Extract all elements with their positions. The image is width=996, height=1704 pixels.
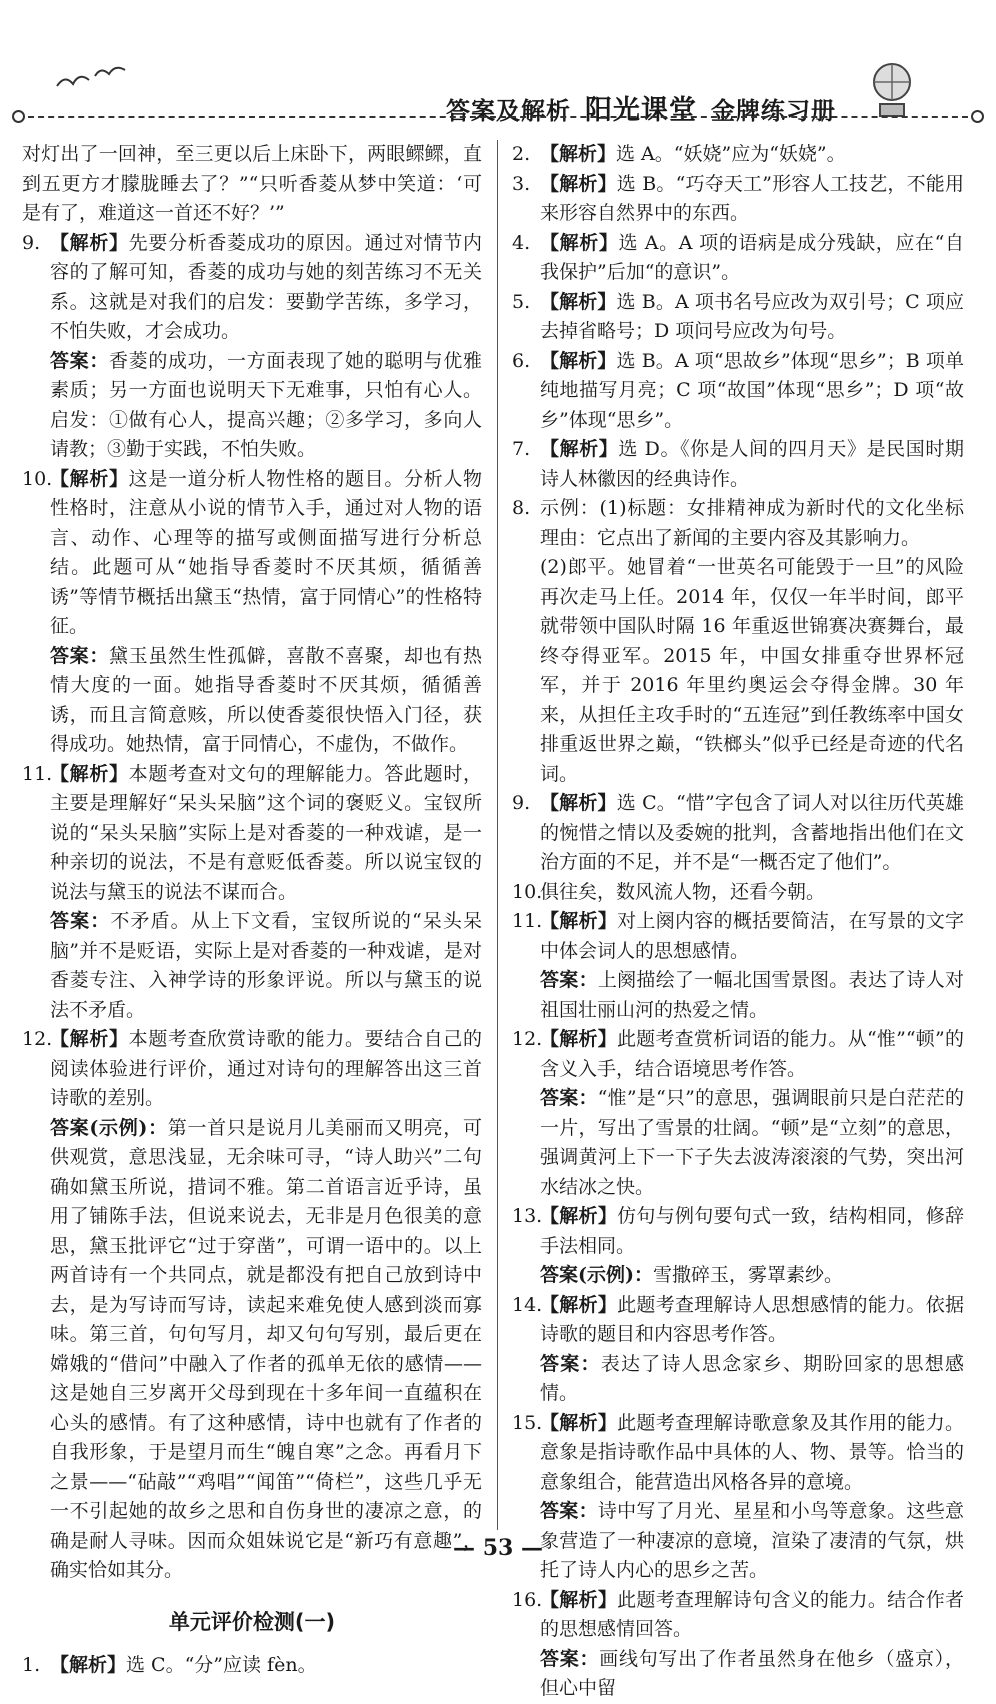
left-column (22, 140, 482, 1681)
page-header (0, 0, 996, 138)
intro-paragraph: 对灯出了一回神，至三更以后上床卧下，两眼鳏鳏，直到五更方才朦胧睡去了？”“只听香菱从梦中笑道：‘可是有了，难道这一首还不好？’” (22, 143, 482, 224)
birds-icon (55, 60, 135, 100)
answer-item-10: 10. 【解析】这是一道分析人物性格的题目。分析人物性格时，注意从小说的情节入手，通过对人物的语言、动作、心理等的描写或侧面描写进行分析总结。此题可从“她指导香菱时不厌其烦，循循善诱”等情节概括出黛玉“热情，富于同情心”的性格特征。 答案：黛玉虽然生性孤僻，喜散不喜聚，却也有热情大度的一面。她指导香菱时不厌其烦，循循善诱，而且言简意赅，所以使香菱很快悟入门径，获得成功。她热情，富于同情心，不虚伪，不做作。 (22, 467, 482, 755)
answer-item-1: 1. 【解析】选 C。“分”应读 fèn。 (22, 1654, 317, 1676)
right-column (512, 140, 984, 1704)
globe-icon (862, 58, 922, 120)
divider-dot-right (971, 110, 984, 123)
answer-item-2: 2. 【解析】选 A。“妖娆”应为“妖娆”。 (512, 143, 846, 165)
answer-item-5: 5. 【解析】选 B。A 项书名号应改为双引号；C 项应去掉省略号；D 项问号应改为句号。 (512, 290, 964, 342)
answer-item-11: 11. 【解析】本题考查对文句的理解能力。答此题时，主要是理解好“呆头呆脑”这个词的褒贬义。宝钗所说的“呆头呆脑”实际上是对香菱的一种戏谑，是一种亲切的说法，不是有意贬低香菱。所以说宝钗的说法与黛玉的说法不谋而合。 答案：不矛盾。从上下文看，宝钗所说的“呆头呆脑”并不是贬语，实际上是对香菱的一种戏谑，是对香菱专注、入神学诗的形象评说。所以与黛玉的说法不矛盾。 (22, 762, 482, 1021)
answer-item-9: 9. 【解析】选 C。“惜”字包含了词人对以往历代英雄的惋惜之情以及委婉的批判，含蓄地指出他们在文治方面的不足，并不是“一概否定了他们”。 (512, 792, 964, 873)
answer-item-15: 15. 【解析】此题考查理解诗歌意象及其作用的能力。意象是指诗歌作品中具体的人、物、景等。恰当的意象组合，能营造出风格各异的意境。 答案：诗中写了月光、星星和小鸟等意象。这些意象营造了一种凄凉的意境，渲染了凄清的气氛，烘托了诗人内心的思乡之苦。 (512, 1411, 964, 1581)
answer-item-11: 11. 【解析】对上阕内容的概括要简洁，在写景的文字中体会词人的思想感情。 答案：上阕描绘了一幅北国雪景图。表达了诗人对祖国壮丽山河的热爱之情。 (512, 910, 964, 1021)
answer-item-6: 6. 【解析】选 B。A 项“思故乡”体现“思乡”；B 项单纯地描写月亮；C 项“故国”体现“思乡”；D 项“故乡”体现“思乡”。 (512, 349, 964, 431)
divider-dot-left (12, 110, 25, 123)
answer-item-9: 9. 【解析】先要分析香菱成功的原因。通过对情节内容的了解可知，香菱的成功与她的刻苦练习不无关系。这就是对我们的启发：要勤学苦练，多学习，不怕失败，才会成功。 答案：香菱的成功，一方面表现了她的聪明与优雅素质；另一方面也说明天下无难事，只怕有心人。启发：①做有心人，提高兴趣；②多学习，多向人请教；③勤于实践，不怕失败。 (22, 231, 482, 460)
answer-item-8: 8. 示例：(1)标题：女排精神成为新时代的文化坐标 理由：它点出了新闻的主要内容及其影响力。 (2)郎平。她冒着“一世英名可能毁于一旦”的风险再次走马上任。2014 年，仅仅一年半时间，郎平就带领中国队时隔 16 年重返世锦赛决赛舞台，最终夺得亚军。2015 年，中国女排重夺世界杯冠军，并于 2016 年里约奥运会夺得金牌。30 年来，从担任主攻手时的“五连冠”到任教练率中国女排重返世界之巅，“铁榔头”似乎已经是奇迹的代名词。 (512, 497, 984, 785)
header-title: 答案及解析 阳光课堂 金牌练习册 (446, 95, 836, 126)
section-title: 单元评价检测(一) (168, 1609, 336, 1634)
answer-item-16: 16. 【解析】此题考查理解诗句含义的能力。结合作者的思想感情回答。 答案：画线句写出了作者虽然身在他乡（盛京），但心中留 (512, 1588, 964, 1699)
header-divider (18, 116, 978, 118)
answer-item-12: 12. 【解析】此题考查赏析词语的能力。从“惟”“顿”的含义入手，结合语境思考作答。 答案：“惟”是“只”的意思，强调眼前只是白茫茫的一片，写出了雪景的壮阔。“顿”是“立刻”的意思，强调黄河上下一下子失去波涛滚滚的气势，突出河水结冰之快。 (512, 1028, 964, 1198)
answer-item-13: 13. 【解析】仿句与例句要句式一致，结构相同，修辞手法相同。 答案(示例)：雪撒碎玉，雾罩素纱。 (512, 1205, 964, 1286)
answer-item-7: 7. 【解析】选 D。《你是人间的四月天》是民国时期诗人林徽因的经典诗作。 (512, 438, 964, 490)
answer-item-10: 10. 俱往矣，数风流人物，还看今朝。 (512, 880, 826, 903)
answer-item-14: 14. 【解析】此题考查理解诗人思想感情的能力。依据诗歌的题目和内容思考作答。 答案：表达了诗人思念家乡、期盼回家的思想感情。 (512, 1293, 964, 1404)
answer-item-4: 4. 【解析】选 A。A 项的语病是成分残缺，应在“自我保护”后加“的意识”。 (512, 231, 964, 283)
column-divider (497, 140, 498, 1530)
page-number: — 53 — (453, 1535, 543, 1561)
answer-item-12: 12. 【解析】本题考查欣赏诗歌的能力。要结合自己的阅读体验进行评价，通过对诗句的理解答出这三首诗歌的差别。 答案(示例)：第一首只是说月儿美丽而又明亮，可供观赏，意思浅显，无余味可寻，“诗人助兴”二句确如黛玉所说，措词不雅。第二首语言近乎诗，虽用了铺陈手法，但说来说去，无非是月色很美的意思，黛玉批评它“过于穿凿”，可谓一语中的。以上两首诗有一个共同点，就是都没有把自己放到诗中去，是为写诗而写诗，读起来难免使人感到淡而寡味。第三首，句句写月，却又句句写别，最后更在嫦娥的“借问”中融入了作者的孤单无依的感情——这是她自三岁离开父母到现在十多年间一直蕴积在心头的感情。有了这种感情，诗中也就有了作者的自我形象，于是望月而生“魄自寒”之念。再看月下之景——“砧敲”“鸡唱”“闻笛”“倚栏”，这些几乎无一不引起她的故乡之思和自伤身世的凄凉之意，的确是耐人寻味。因而众姐妹说它是“新巧有意趣”，确实恰如其分。 (22, 1028, 482, 1581)
answer-item-3: 3. 【解析】选 B。“巧夺天工”形容人工技艺，不能用来形容自然界中的东西。 (512, 172, 964, 224)
